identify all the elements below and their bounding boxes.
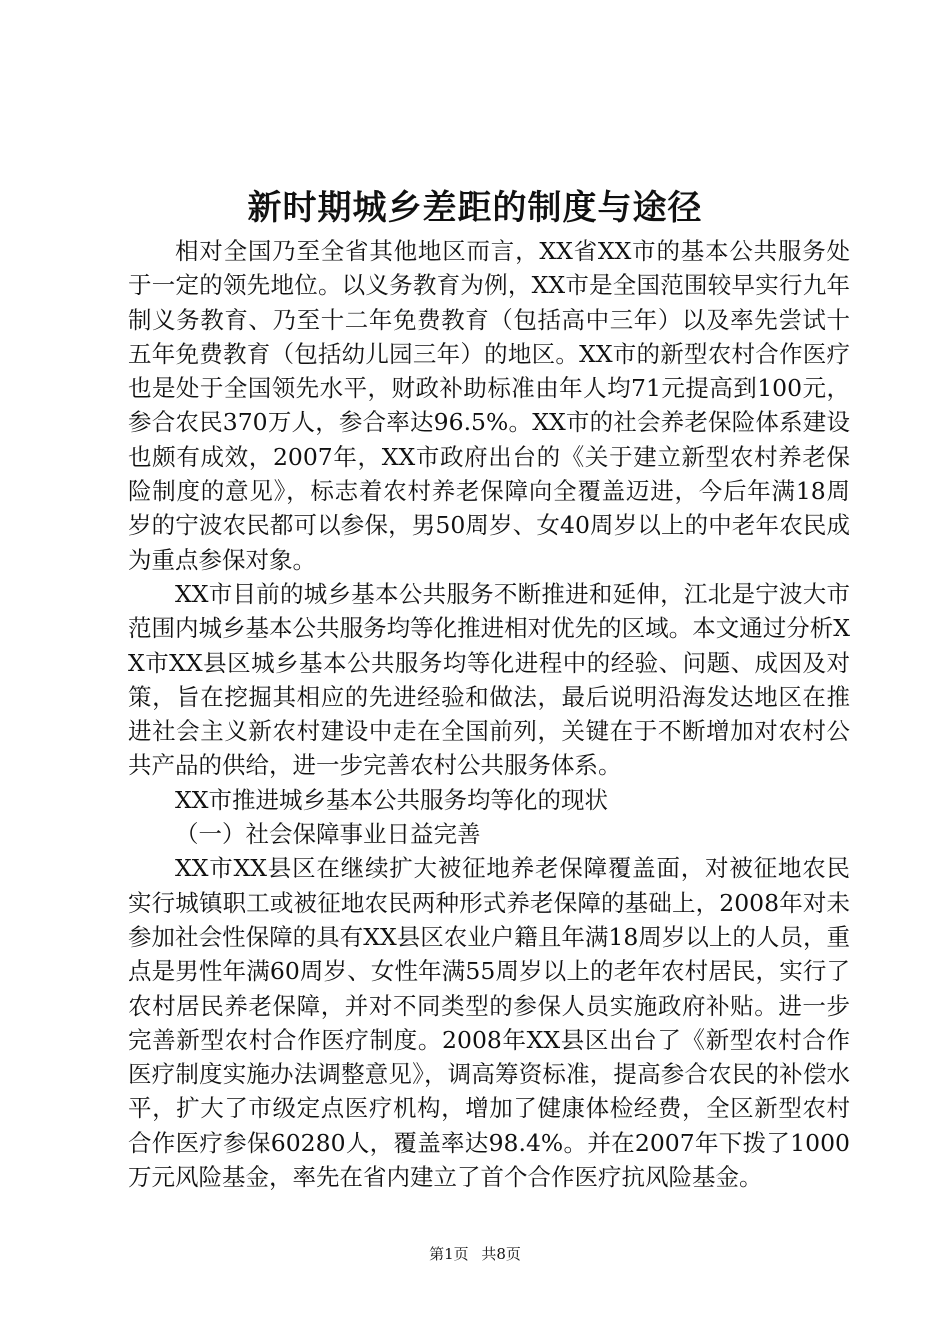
document-body [128, 234, 850, 1194]
subsection-heading: （一）社会保障事业日益完善 [175, 820, 481, 849]
paragraph-overview: XX市目前的城乡基本公共服务不断推进和延伸，江北是宁波大市范围内城乡基本公共服务均等化推进相对优先的区域。本文通过分析XX市XX县区城乡基本公共服务均等化进程中的经验、问题、成因及对策，旨在挖掘其相应的先进经验和做法，最后说明沿海发达地区在推进社会主义新农村建设中走在全国前列，关键在于不断增加对农村公共产品的供给，进一步完善农村公共服务体系。 [128, 579, 850, 780]
paragraph-social-security: XX市XX县区在继续扩大被征地养老保障覆盖面，对被征地农民实行城镇职工或被征地农民两种形式养老保障的基础上，2008年对未参加社会性保障的具有XX县区农业户籍且年满18周岁以上的人员，重点是男性年满60周岁、女性年满55周岁以上的老年农村居民，实行了农村居民养老保障，并对不同类型的参保人员实施政府补贴。进一步完善新型农村合作医疗制度。2008年XX县区出台了《新型农村合作医疗制度实施办法调整意见》，调高筹资标准，提高参合农民的补偿水平，扩大了市级定点医疗机构，增加了健康体检经费，全区新型农村合作医疗参保60280人，覆盖率达98.4%。并在2007年下拨了1000万元风险基金，率先在省内建立了首个合作医疗抗风险基金。 [128, 854, 850, 1192]
document-title: 新时期城乡差距的制度与途径 [247, 188, 703, 228]
page-total: 共8页 [481, 1245, 521, 1263]
section-heading: XX市推进城乡基本公共服务均等化的现状 [175, 785, 608, 814]
page-footer [0, 1244, 950, 1264]
paragraph-intro: 相对全国乃至全省其他地区而言，XX省XX市的基本公共服务处于一定的领先地位。以义务教育为例，XX市是全国范围较早实行九年制义务教育、乃至十二年免费教育（包括高中三年）以及率先尝试十五年免费教育（包括幼儿园三年）的地区。XX市的新型农村合作医疗也是处于全国领先水平，财政补助标准由年人均71元提高到100元，参合农民370万人，参合率达96.5%。XX市的社会养老保险体系建设也颇有成效，2007年，XX市政府出台的《关于建立新型农村养老保险制度的意见》，标志着农村养老保障向全覆盖迈进，今后年满18周岁的宁波农民都可以参保，男50周岁、女40周岁以上的中老年农民成为重点参保对象。 [128, 237, 850, 574]
page-number: 第1页 [429, 1245, 469, 1263]
